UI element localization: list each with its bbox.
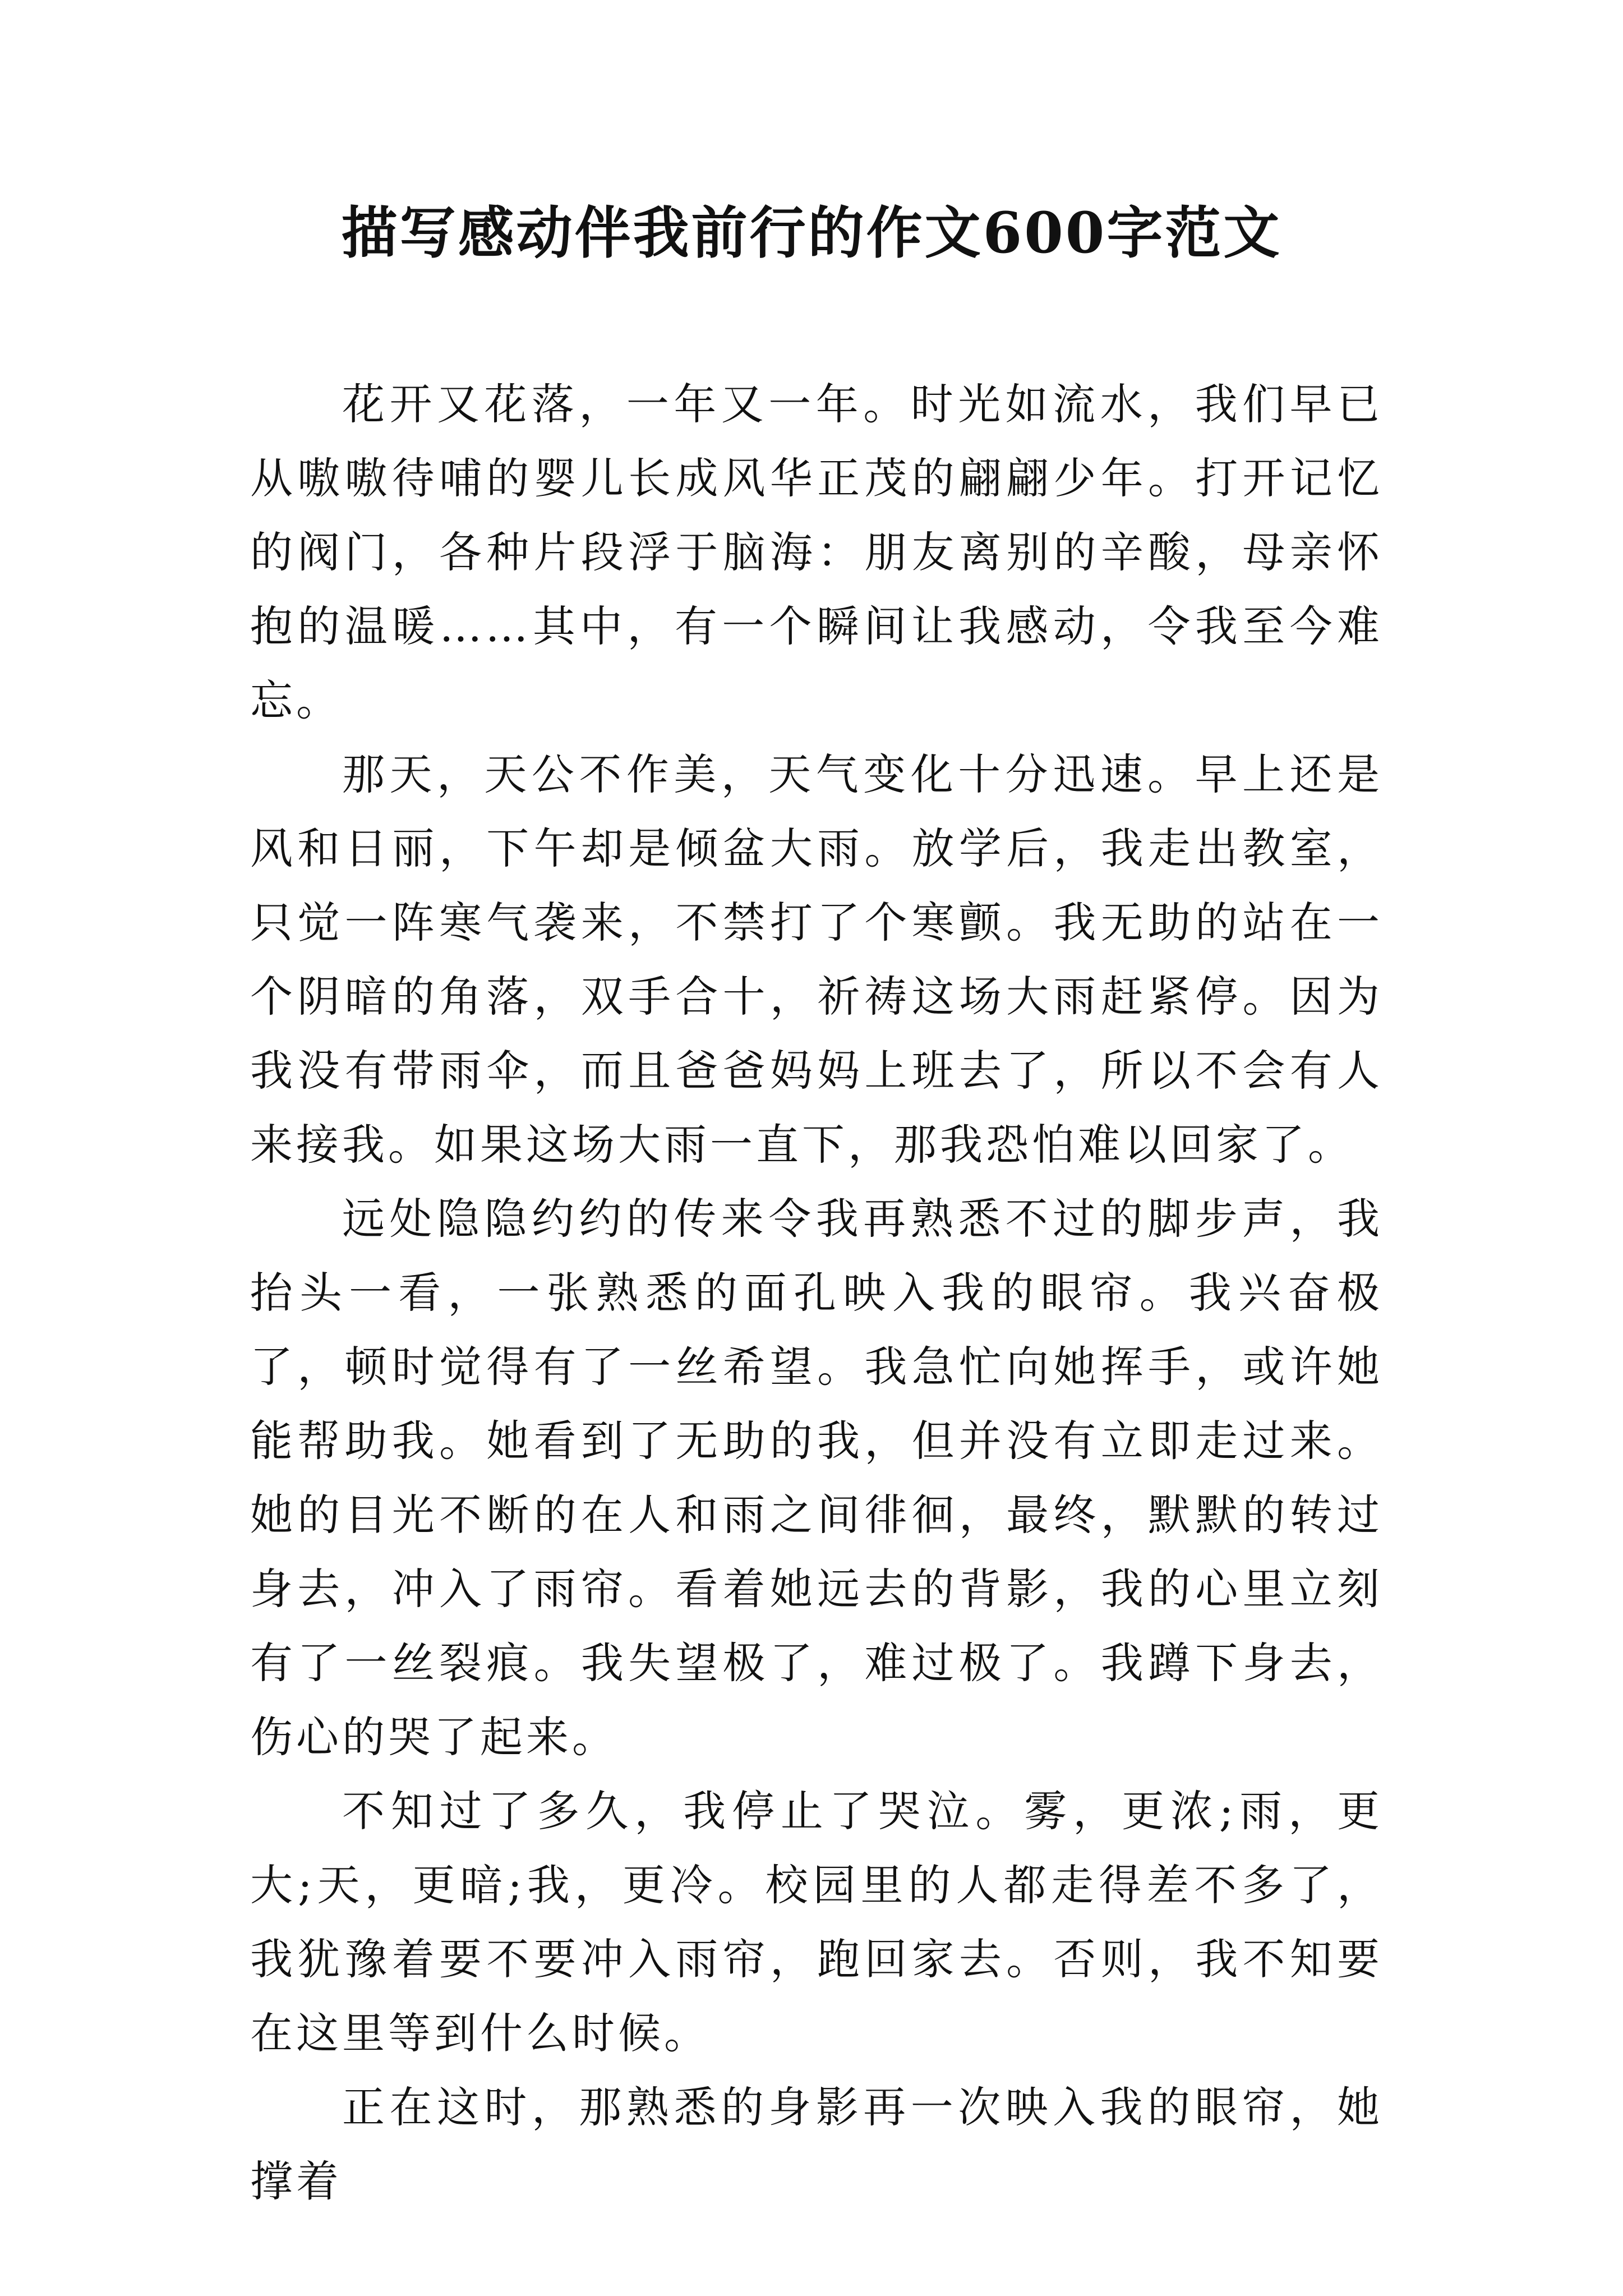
paragraph-5: 正在这时，那熟悉的身影再一次映入我的眼帘，她撑着 [250, 2082, 1383, 2206]
paragraph-4: 不知过了多久，我停止了哭泣。雾，更浓;雨，更大;天，更暗;我，更冷。校园里的人都走得差不多了，我犹豫着要不要冲入雨帘，跑回家去。否则，我不知要在这里等到什么时候。 [250, 1786, 1383, 2058]
paragraph-1: 花开又花落，一年又一年。时光如流水，我们早已从嗷嗷待哺的婴儿长成风华正茂的翩翩少年。打开记忆的阀门，各种片段浮于脑海：朋友离别的辛酸，母亲怀抱的温暖……其中，有一个瞬间让我感动，令我至今难忘。 [250, 379, 1383, 725]
document-body [250, 367, 1383, 2219]
document-title: 描写感动伴我前行的作文600字范文 [341, 200, 1282, 266]
paragraph-3: 远处隐隐约约的传来令我再熟悉不过的脚步声，我抬头一看，一张熟悉的面孔映入我的眼帘。我兴奋极了，顿时觉得有了一丝希望。我急忙向她挥手，或许她能帮助我。她看到了无助的我，但并没有立即走过来。她的目光不断的在人和雨之间徘徊，最终，默默的转过身去，冲入了雨帘。看着她远去的背影，我的心里立刻有了一丝裂痕。我失望极了，难过极了。我蹲下身去，伤心的哭了起来。 [250, 1194, 1383, 1762]
paragraph-2: 那天，天公不作美，天气变化十分迅速。早上还是风和日丽，下午却是倾盆大雨。放学后，我走出教室，只觉一阵寒气袭来，不禁打了个寒颤。我无助的站在一个阴暗的角落，双手合十，祈祷这场大雨赶紧停。因为我没有带雨伞，而且爸爸妈妈上班去了，所以不会有人来接我。如果这场大雨一直下，那我恐怕难以回家了。 [250, 749, 1383, 1170]
